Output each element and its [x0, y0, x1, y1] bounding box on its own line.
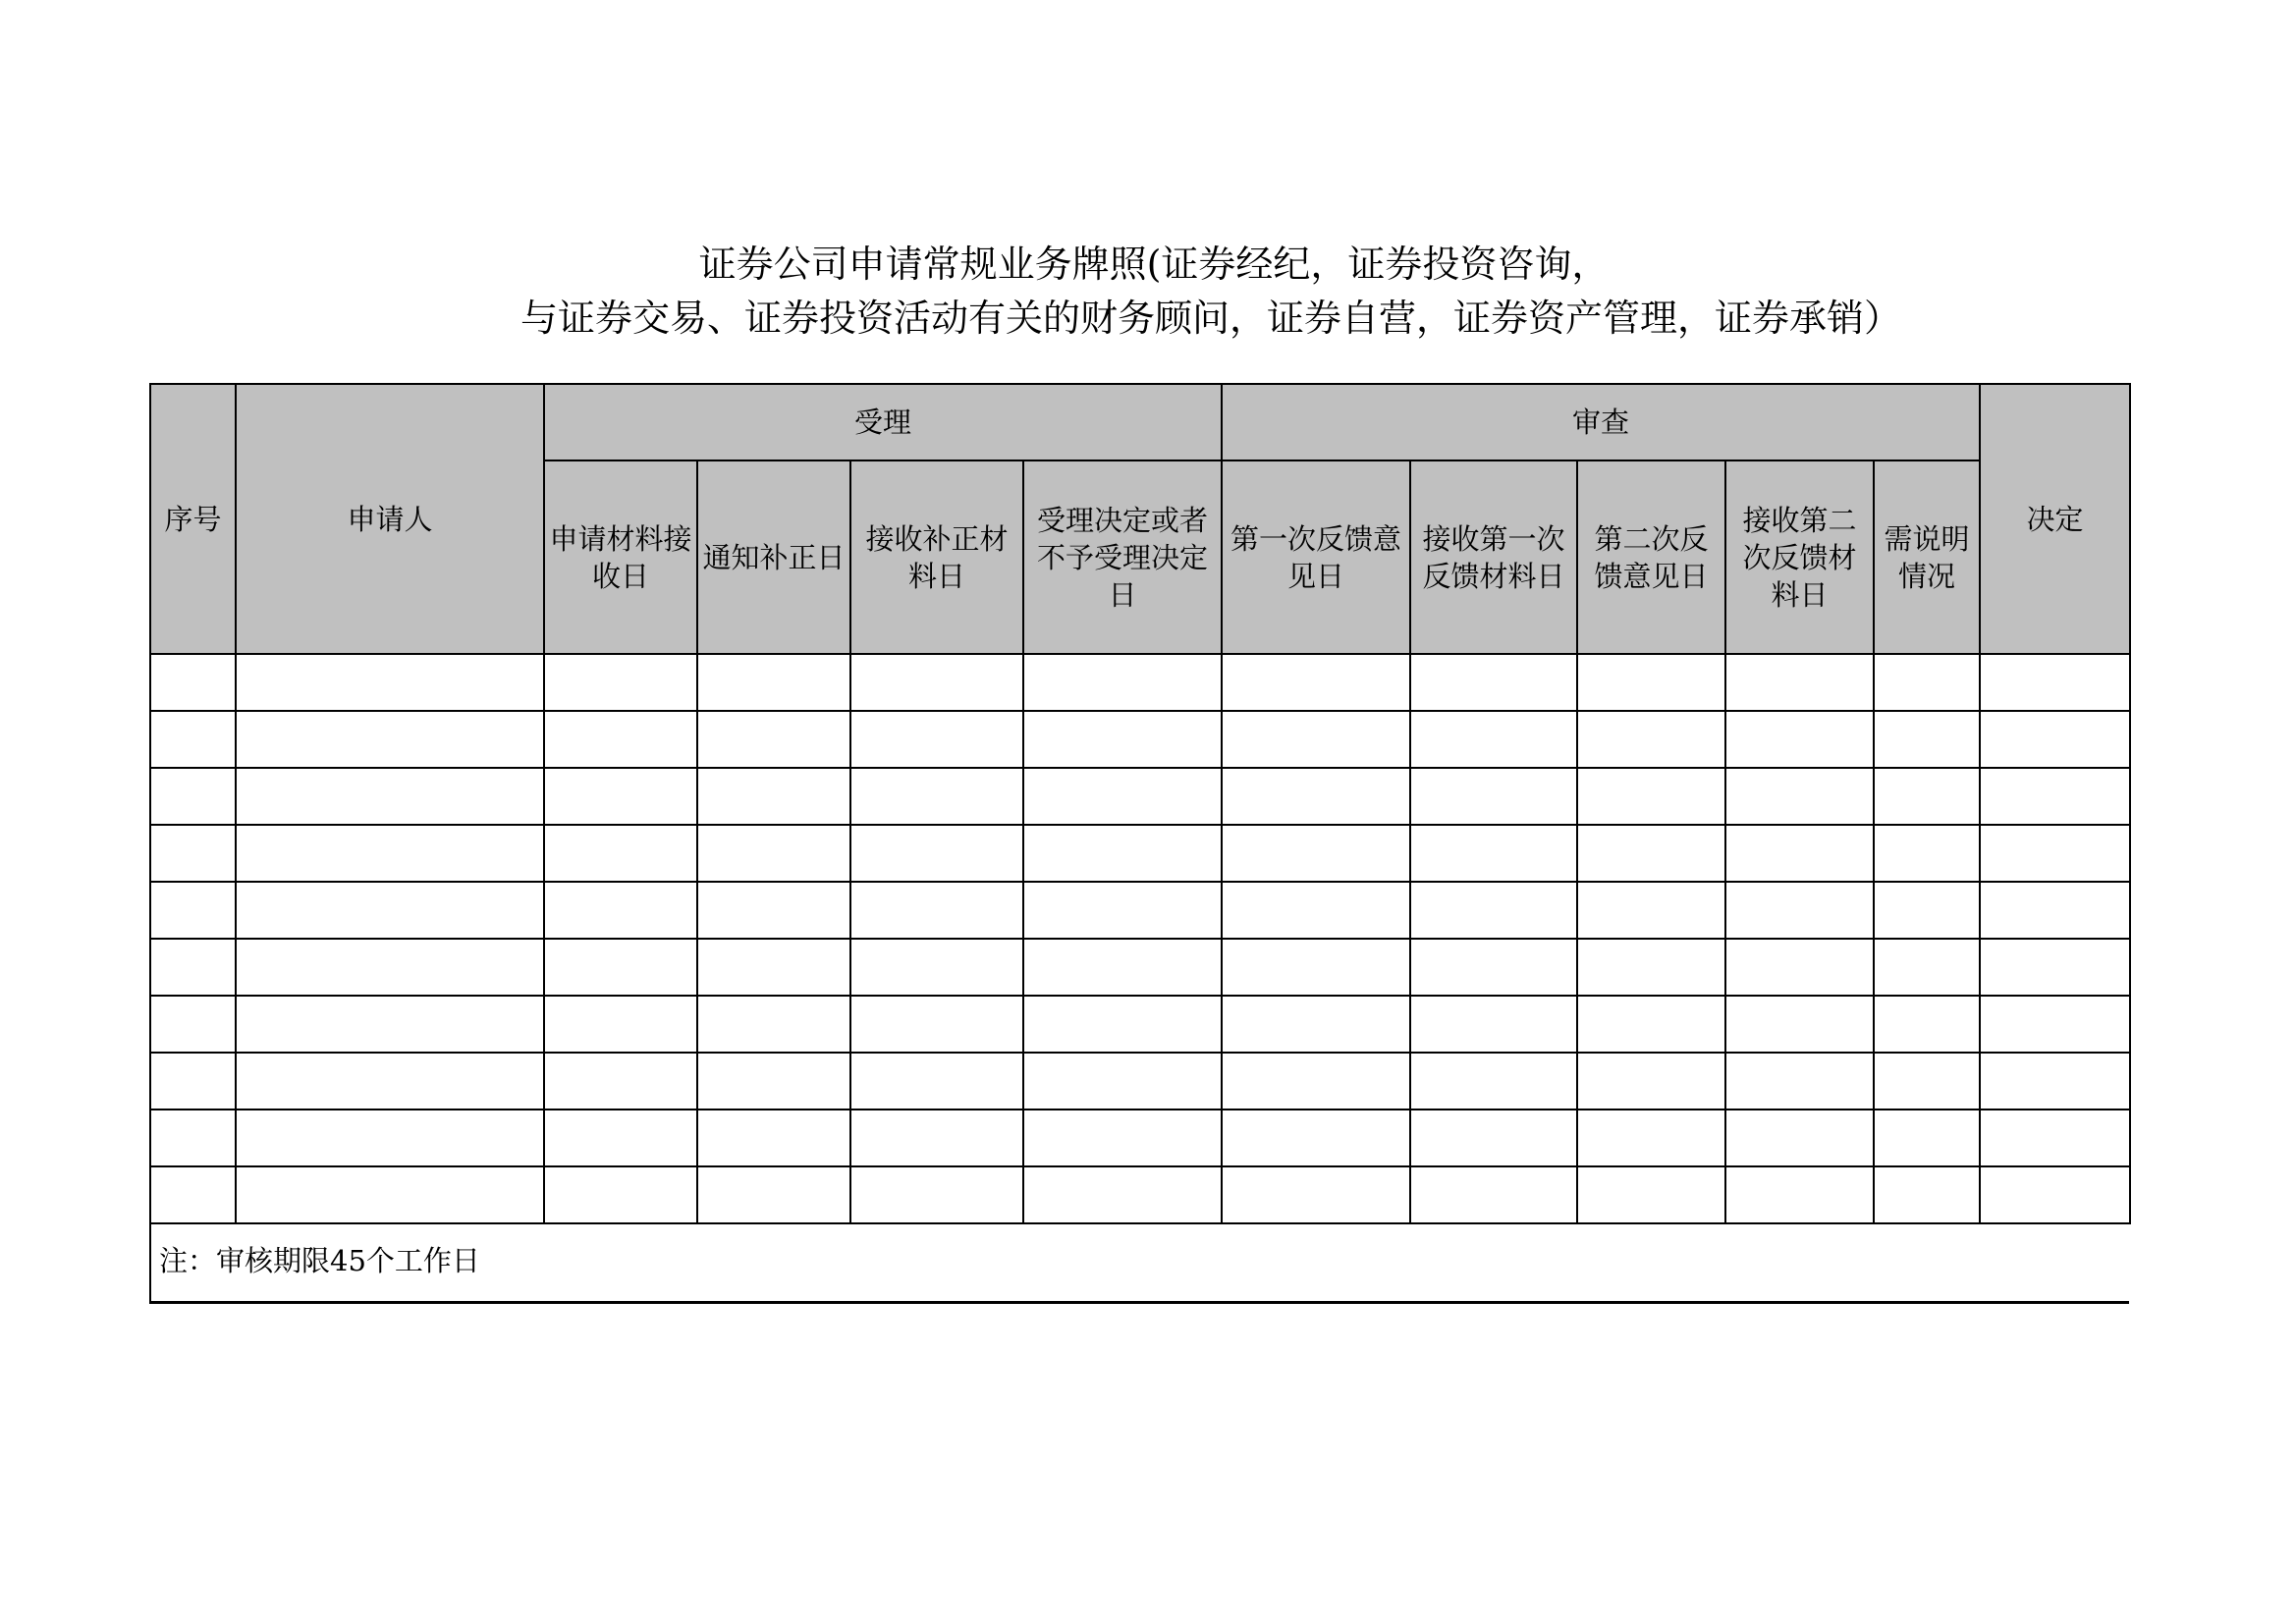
- table-cell[interactable]: [1725, 939, 1874, 996]
- header-applicant: 申请人: [236, 384, 544, 654]
- table-cell[interactable]: [1410, 1166, 1577, 1223]
- table-cell[interactable]: [1577, 996, 1725, 1053]
- table-cell[interactable]: [850, 825, 1023, 882]
- table-cell[interactable]: [1577, 654, 1725, 711]
- table-cell[interactable]: [697, 1110, 850, 1166]
- table-cell[interactable]: [1577, 1110, 1725, 1166]
- table-row: [150, 654, 2130, 711]
- table-cell[interactable]: [1023, 654, 1222, 711]
- table-cell[interactable]: [1222, 654, 1410, 711]
- table-cell[interactable]: [1023, 939, 1222, 996]
- table-cell[interactable]: [1577, 939, 1725, 996]
- table-cell[interactable]: [150, 711, 236, 768]
- table-cell[interactable]: [1577, 882, 1725, 939]
- table-cell[interactable]: [850, 768, 1023, 825]
- table-cell[interactable]: [1410, 996, 1577, 1053]
- table-cell[interactable]: [1222, 1110, 1410, 1166]
- table-cell[interactable]: [150, 1110, 236, 1166]
- table-cell[interactable]: [1222, 825, 1410, 882]
- table-cell[interactable]: [150, 654, 236, 711]
- table-cell[interactable]: [1222, 882, 1410, 939]
- table-cell[interactable]: [236, 711, 544, 768]
- table-cell[interactable]: [1725, 1110, 1874, 1166]
- table-cell[interactable]: [1023, 1110, 1222, 1166]
- table-cell[interactable]: [697, 1053, 850, 1110]
- table-cell[interactable]: [850, 996, 1023, 1053]
- table-cell[interactable]: [150, 996, 236, 1053]
- table-cell[interactable]: [1980, 1110, 2130, 1166]
- table-cell[interactable]: [1980, 768, 2130, 825]
- table-cell[interactable]: [850, 1166, 1023, 1223]
- table-cell[interactable]: [236, 1110, 544, 1166]
- table-cell[interactable]: [1023, 882, 1222, 939]
- table-cell[interactable]: [697, 768, 850, 825]
- table-cell[interactable]: [1222, 711, 1410, 768]
- table-cell[interactable]: [697, 825, 850, 882]
- table-cell[interactable]: [544, 768, 697, 825]
- table-cell[interactable]: [1874, 654, 1980, 711]
- table-cell[interactable]: [1980, 996, 2130, 1053]
- table-cell[interactable]: [150, 882, 236, 939]
- table-cell[interactable]: [1725, 654, 1874, 711]
- table-cell[interactable]: [850, 1110, 1023, 1166]
- table-cell[interactable]: [1874, 996, 1980, 1053]
- table-cell[interactable]: [544, 711, 697, 768]
- table-cell[interactable]: [236, 939, 544, 996]
- table-cell[interactable]: [1410, 1053, 1577, 1110]
- table-cell[interactable]: [236, 1166, 544, 1223]
- header-decision: 决定: [1980, 384, 2130, 654]
- header-group-acceptance: 受理: [544, 384, 1222, 460]
- table-cell[interactable]: [1980, 654, 2130, 711]
- table-cell[interactable]: [850, 711, 1023, 768]
- table-row: [150, 825, 2130, 882]
- table-cell[interactable]: [1023, 825, 1222, 882]
- table-cell[interactable]: [1874, 825, 1980, 882]
- table-row: [150, 882, 2130, 939]
- table-cell[interactable]: [850, 1053, 1023, 1110]
- table-cell[interactable]: [1222, 996, 1410, 1053]
- header-second-feedback-date: 第二次反馈意见日: [1577, 460, 1725, 654]
- table-cell[interactable]: [544, 1110, 697, 1166]
- header-correction-notice-date: 通知补正日: [697, 460, 850, 654]
- table-cell[interactable]: [1980, 825, 2130, 882]
- table-cell[interactable]: [1023, 996, 1222, 1053]
- header-first-feedback-materials-date: 接收第一次反馈材料日: [1410, 460, 1577, 654]
- table-cell[interactable]: [850, 882, 1023, 939]
- table-row: [150, 711, 2130, 768]
- table-cell[interactable]: [697, 939, 850, 996]
- table-cell[interactable]: [544, 996, 697, 1053]
- table-cell[interactable]: [236, 996, 544, 1053]
- table-row: [150, 768, 2130, 825]
- table-cell[interactable]: [544, 1166, 697, 1223]
- table-cell[interactable]: [1222, 768, 1410, 825]
- table-cell[interactable]: [150, 939, 236, 996]
- table-cell[interactable]: [1874, 1166, 1980, 1223]
- table-cell[interactable]: [150, 1166, 236, 1223]
- table-cell[interactable]: [1874, 939, 1980, 996]
- table-cell[interactable]: [150, 1053, 236, 1110]
- table-cell[interactable]: [1725, 1166, 1874, 1223]
- table-cell[interactable]: [1222, 1053, 1410, 1110]
- table-cell[interactable]: [1980, 1166, 2130, 1223]
- table-cell[interactable]: [1222, 939, 1410, 996]
- table-cell[interactable]: [544, 825, 697, 882]
- table-cell[interactable]: [1577, 825, 1725, 882]
- header-explanation-needed: 需说明情况: [1874, 460, 1980, 654]
- table-cell[interactable]: [1980, 939, 2130, 996]
- table-cell[interactable]: [1725, 996, 1874, 1053]
- table-cell[interactable]: [544, 654, 697, 711]
- table-cell[interactable]: [1410, 939, 1577, 996]
- header-materials-received-date: 申请材料接收日: [544, 460, 697, 654]
- table-cell[interactable]: [850, 654, 1023, 711]
- table-cell[interactable]: [1725, 768, 1874, 825]
- table-cell[interactable]: [850, 939, 1023, 996]
- table-cell[interactable]: [1410, 882, 1577, 939]
- table-cell[interactable]: [1725, 882, 1874, 939]
- table-cell[interactable]: [1874, 768, 1980, 825]
- table-cell[interactable]: [1725, 825, 1874, 882]
- application-table: [149, 383, 2131, 1224]
- table-cell[interactable]: [544, 939, 697, 996]
- table-cell[interactable]: [1410, 1110, 1577, 1166]
- table-cell[interactable]: [1577, 711, 1725, 768]
- table-row: [150, 1110, 2130, 1166]
- table-cell[interactable]: [1725, 1053, 1874, 1110]
- table-cell[interactable]: [1980, 1053, 2130, 1110]
- table-row: [150, 996, 2130, 1053]
- table-cell[interactable]: [1410, 768, 1577, 825]
- document-title-line-2: 与证券交易、证券投资活动有关的财务顾问，证券自营，证券资产管理，证券承销）: [519, 297, 1901, 340]
- header-first-feedback-date: 第一次反馈意见日: [1222, 460, 1410, 654]
- header-second-feedback-materials-date: 接收第二次反馈材料日: [1725, 460, 1874, 654]
- table-cell[interactable]: [544, 882, 697, 939]
- table-cell[interactable]: [1023, 711, 1222, 768]
- table-row: [150, 939, 2130, 996]
- table-cell[interactable]: [1023, 1166, 1222, 1223]
- table-cell[interactable]: [236, 1053, 544, 1110]
- table-cell[interactable]: [1023, 768, 1222, 825]
- header-acceptance-decision-date: 受理决定或者不予受理决定日: [1023, 460, 1222, 654]
- header-serial-number: 序号: [150, 384, 236, 654]
- table-cell[interactable]: [697, 1166, 850, 1223]
- footnote-text: 注：审核期限45个工作日: [159, 1244, 480, 1277]
- table-cell[interactable]: [1874, 882, 1980, 939]
- table-cell[interactable]: [1577, 1166, 1725, 1223]
- table-cell[interactable]: [1980, 711, 2130, 768]
- table-cell[interactable]: [150, 825, 236, 882]
- table-cell[interactable]: [1980, 882, 2130, 939]
- table-cell[interactable]: [236, 768, 544, 825]
- table-cell[interactable]: [1874, 711, 1980, 768]
- table-cell[interactable]: [1874, 1053, 1980, 1110]
- header-group-review: 审查: [1222, 384, 1980, 460]
- table-cell[interactable]: [1874, 1110, 1980, 1166]
- table-cell[interactable]: [697, 882, 850, 939]
- table-cell[interactable]: [544, 1053, 697, 1110]
- table-cell[interactable]: [236, 825, 544, 882]
- table-cell[interactable]: [697, 996, 850, 1053]
- table-cell[interactable]: [1222, 1166, 1410, 1223]
- table-cell[interactable]: [236, 882, 544, 939]
- table-cell[interactable]: [150, 768, 236, 825]
- table-cell[interactable]: [1577, 768, 1725, 825]
- table-cell[interactable]: [1410, 825, 1577, 882]
- header-corrected-materials-received-date: 接收补正材料日: [850, 460, 1023, 654]
- document-title-line-1: 证券公司申请常规业务牌照(证券经纪，证券投资咨询，: [698, 243, 1610, 286]
- table-cell[interactable]: [1023, 1053, 1222, 1110]
- table-cell[interactable]: [697, 711, 850, 768]
- table-cell[interactable]: [1410, 654, 1577, 711]
- table-row: [150, 1166, 2130, 1223]
- table-cell[interactable]: [1410, 711, 1577, 768]
- table-cell[interactable]: [1725, 711, 1874, 768]
- table-cell[interactable]: [1577, 1053, 1725, 1110]
- table-cell[interactable]: [697, 654, 850, 711]
- footnote: [149, 1218, 2129, 1304]
- table-cell[interactable]: [236, 654, 544, 711]
- table-row: [150, 1053, 2130, 1110]
